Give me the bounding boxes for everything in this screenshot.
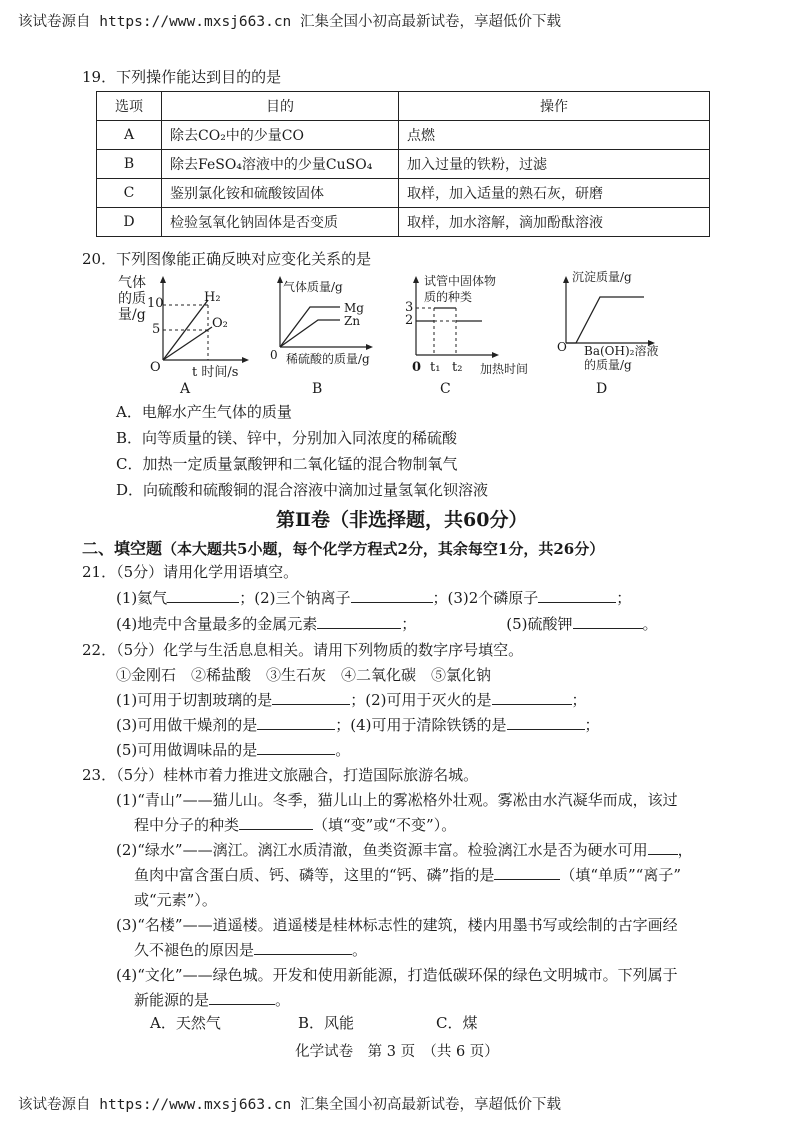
q22-item-1: (1)可用于切割玻璃的是 — [116, 691, 273, 709]
answer-blank[interactable] — [494, 865, 560, 880]
q23-p2-text-2: 鱼肉中富含蛋白质、钙、磷等，这里的“钙、磷”指的是 — [134, 866, 495, 884]
q23-p4-text: 新能源的是 — [134, 991, 210, 1009]
q23-p3-line-1: (3)“名楼”——逍遥楼。逍遥楼是桂林标志性的建筑，楼内用墨书写或绘制的古字画经 — [116, 916, 678, 934]
row-option: A — [97, 121, 162, 150]
row-operation: 加入过量的铁粉，过滤 — [399, 150, 710, 179]
q21-line-1-end: ； — [616, 589, 632, 607]
q22-line-2-end: ； — [584, 716, 600, 734]
q21-item-5: (5)硫酸钾 — [506, 615, 573, 633]
graph-c-ylabel-2: 质的种类 — [424, 290, 473, 304]
answer-blank[interactable] — [648, 840, 678, 855]
graph-b-ylabel: 气体质量/g — [283, 280, 343, 294]
answer-blank[interactable] — [492, 690, 572, 705]
q23-p3-end: 。 — [352, 941, 368, 959]
row-option: C — [97, 179, 162, 208]
q23-p2-line-1 — [116, 839, 693, 860]
q23-p4-end: 。 — [275, 991, 291, 1009]
table-header-row — [97, 92, 710, 121]
q22-line-3-end: 。 — [335, 741, 351, 759]
q22-item-2: ；(2)可用于灭火的是 — [350, 691, 492, 709]
q22-line-2 — [116, 714, 600, 735]
part2-description: （本大题共5小题，每个化学方程式2分，其余每空1分，共26分） — [162, 540, 605, 558]
graph-b-xlabel: 稀硫酸的质量/g — [286, 352, 370, 366]
q21-item-1: (1)氦气 — [116, 589, 168, 607]
q20-option-c: C．加热一定质量氯酸钾和二氧化锰的混合物制氧气 — [116, 455, 458, 473]
q21-line-2-end: 。 — [642, 615, 658, 633]
q22-line-3 — [116, 739, 350, 760]
row-goal: 检验氢氧化钠固体是否变质 — [162, 208, 399, 237]
source-banner-bottom: 该试卷源自 https://www.mxsj663.cn 汇集全国小初高最新试卷，享超低价下载 — [18, 1097, 562, 1113]
source-banner: 该试卷源自 https://www.mxsj663.cn 汇集全国小初高最新试卷，享超低价下载 — [18, 14, 562, 30]
q23-p2-text: (2)“绿水”——漓江。漓江水质清澈，鱼类资源丰富。检验漓江水是否为硬水可用 — [116, 841, 648, 859]
section-title: 第Ⅱ卷（非选择题，共60分） — [276, 509, 528, 531]
q22-item-4: ；(4)可用于清除铁锈的是 — [335, 716, 507, 734]
q23-option-c: C．煤 — [436, 1014, 478, 1032]
q20-option-a: A．电解水产生气体的质量 — [116, 403, 292, 421]
q23-p1-line-1: (1)“青山”——猫儿山。冬季，猫儿山上的雾凇格外壮观。雾凇由水汽凝华而成，该过 — [116, 791, 678, 809]
q21-line-2 — [116, 613, 658, 634]
part2-title: 二、填空题 — [82, 539, 163, 558]
graph-d-ylabel: 沉淀质量/g — [572, 270, 632, 284]
graph-d-xlabel-2: 的质量/g — [584, 358, 632, 372]
q23-p4-line-2 — [134, 989, 290, 1010]
header-goal: 目的 — [162, 92, 399, 121]
answer-blank[interactable] — [538, 588, 616, 603]
graph-b-series-mg: Mg — [344, 301, 364, 315]
header-option: 选项 — [97, 92, 162, 121]
q20-option-b: B．向等质量的镁、锌中，分别加入同浓度的稀硫酸 — [116, 429, 458, 447]
answer-blank[interactable] — [573, 614, 643, 629]
q23-p2-comma: ， — [677, 841, 693, 859]
row-goal: 除去CO₂中的少量CO — [162, 121, 399, 150]
answer-blank[interactable] — [257, 715, 335, 730]
graph-a-tick-5: 5 — [152, 322, 161, 337]
graph-a-series-h2: H₂ — [204, 290, 221, 305]
q23-p3-text: 久不褪色的原因是 — [134, 941, 255, 959]
graph-d-plot — [558, 275, 658, 350]
answer-blank[interactable] — [254, 940, 352, 955]
graph-a-tick-10: 10 — [147, 296, 164, 311]
graph-c-tick-2: 2 — [405, 313, 414, 328]
q20-stem: 20．下列图像能正确反映对应变化关系的是 — [82, 250, 372, 268]
table-row — [97, 179, 710, 208]
answer-blank[interactable] — [239, 815, 313, 830]
part2-heading — [82, 536, 604, 559]
q21-item-4-end: ； — [401, 615, 417, 633]
row-goal: 除去FeSO₄溶液中的少量CuSO₄ — [162, 150, 399, 179]
q22-items: ①金刚石 ②稀盐酸 ③生石灰 ④二氧化碳 ⑤氯化钠 — [116, 666, 492, 684]
q20-option-d: D．向硫酸和硫酸铜的混合溶液中滴加过量氢氧化钡溶液 — [116, 481, 489, 499]
table-row — [97, 208, 710, 237]
q23-p2-line-3: 或“元素”）。 — [134, 891, 217, 909]
graph-d-origin: O — [557, 340, 567, 354]
q23-option-b: B．风能 — [298, 1014, 355, 1032]
q23-p4-line-1: (4)“文化”——绿色城。开发和使用新能源，打造低碳环保的绿色文明城市。下列属于 — [116, 966, 678, 984]
row-option: B — [97, 150, 162, 179]
q22-item-5: (5)可用做调味品的是 — [116, 741, 258, 759]
q19-stem: 19．下列操作能达到目的的是 — [82, 68, 282, 86]
answer-blank[interactable] — [272, 690, 350, 705]
graph-a-series-o2: O₂ — [212, 316, 228, 331]
graph-c-xlabel: 加热时间 — [480, 362, 529, 376]
q21-item-4: (4)地壳中含量最多的金属元素 — [116, 615, 318, 633]
graph-c-t1: t₁ — [430, 360, 441, 375]
q23-p1-line-2 — [134, 814, 456, 835]
graph-b-series-zn: Zn — [344, 314, 361, 328]
q23-p1-hint: （填“变”或“不变”）。 — [313, 816, 457, 834]
graph-c-tick-3: 3 — [405, 300, 414, 315]
graph-c-t2: t₂ — [452, 360, 463, 375]
q22-line-1 — [116, 689, 587, 710]
q21-line-1 — [116, 587, 631, 608]
q21-item-2: ；(2)三个钠离子 — [239, 589, 351, 607]
answer-blank[interactable] — [167, 588, 239, 603]
graph-a-origin: O — [150, 360, 161, 375]
q23-option-a: A．天然气 — [150, 1014, 221, 1032]
q23-p3-line-2 — [134, 939, 367, 960]
row-option: D — [97, 208, 162, 237]
graph-d-xlabel-1: Ba(OH)₂溶液 — [584, 344, 659, 358]
q23-p1-text: 程中分子的种类 — [134, 816, 240, 834]
page-footer: 化学试卷 第 3 页 （共 6 页） — [295, 1044, 499, 1060]
answer-blank[interactable] — [507, 715, 585, 730]
graph-a-plot — [150, 275, 250, 365]
answer-blank[interactable] — [351, 588, 433, 603]
row-operation: 点燃 — [399, 121, 710, 150]
row-goal: 鉴别氯化铵和硫酸铵固体 — [162, 179, 399, 208]
header-operation: 操作 — [399, 92, 710, 121]
q22-line-1-end: ； — [571, 691, 587, 709]
q22-stem: 22．（5分）化学与生活息息相关。请用下列物质的数字序号填空。 — [82, 641, 524, 659]
q19-table — [96, 91, 710, 237]
graph-a-xlabel: t 时间/s — [192, 365, 239, 380]
q21-stem: 21．（5分）请用化学用语填空。 — [82, 563, 299, 581]
row-operation: 取样，加入适量的熟石灰，研磨 — [399, 179, 710, 208]
graph-a-ylabel-3: 量/g — [118, 307, 146, 323]
answer-blank[interactable] — [317, 614, 401, 629]
q21-item-3: ；(3)2个磷原子 — [432, 589, 539, 607]
q23-p2-line-2 — [134, 864, 681, 885]
q22-item-3: (3)可用做干燥剂的是 — [116, 716, 258, 734]
graph-c-origin: 0 — [412, 360, 422, 375]
table-row — [97, 121, 710, 150]
graph-b-origin: 0 — [270, 348, 278, 362]
graph-a-ylabel-2: 的质 — [118, 291, 146, 307]
graph-a-ylabel-1: 气体 — [118, 275, 146, 291]
answer-blank[interactable] — [257, 740, 335, 755]
q23-p2-hint: （填“单质”“离子” — [560, 866, 682, 884]
table-row — [97, 150, 710, 179]
row-operation: 取样，加水溶解，滴加酚酞溶液 — [399, 208, 710, 237]
answer-blank[interactable] — [209, 990, 275, 1005]
graph-d-letter: D — [596, 381, 608, 397]
graph-c-letter: C — [440, 381, 451, 397]
graph-c-ylabel-1: 试管中固体物 — [424, 274, 497, 288]
graph-a-letter: A — [180, 381, 191, 397]
graph-b-letter: B — [312, 381, 323, 397]
q23-stem: 23．（5分）桂林市着力推进文旅融合，打造国际旅游名城。 — [82, 766, 479, 784]
